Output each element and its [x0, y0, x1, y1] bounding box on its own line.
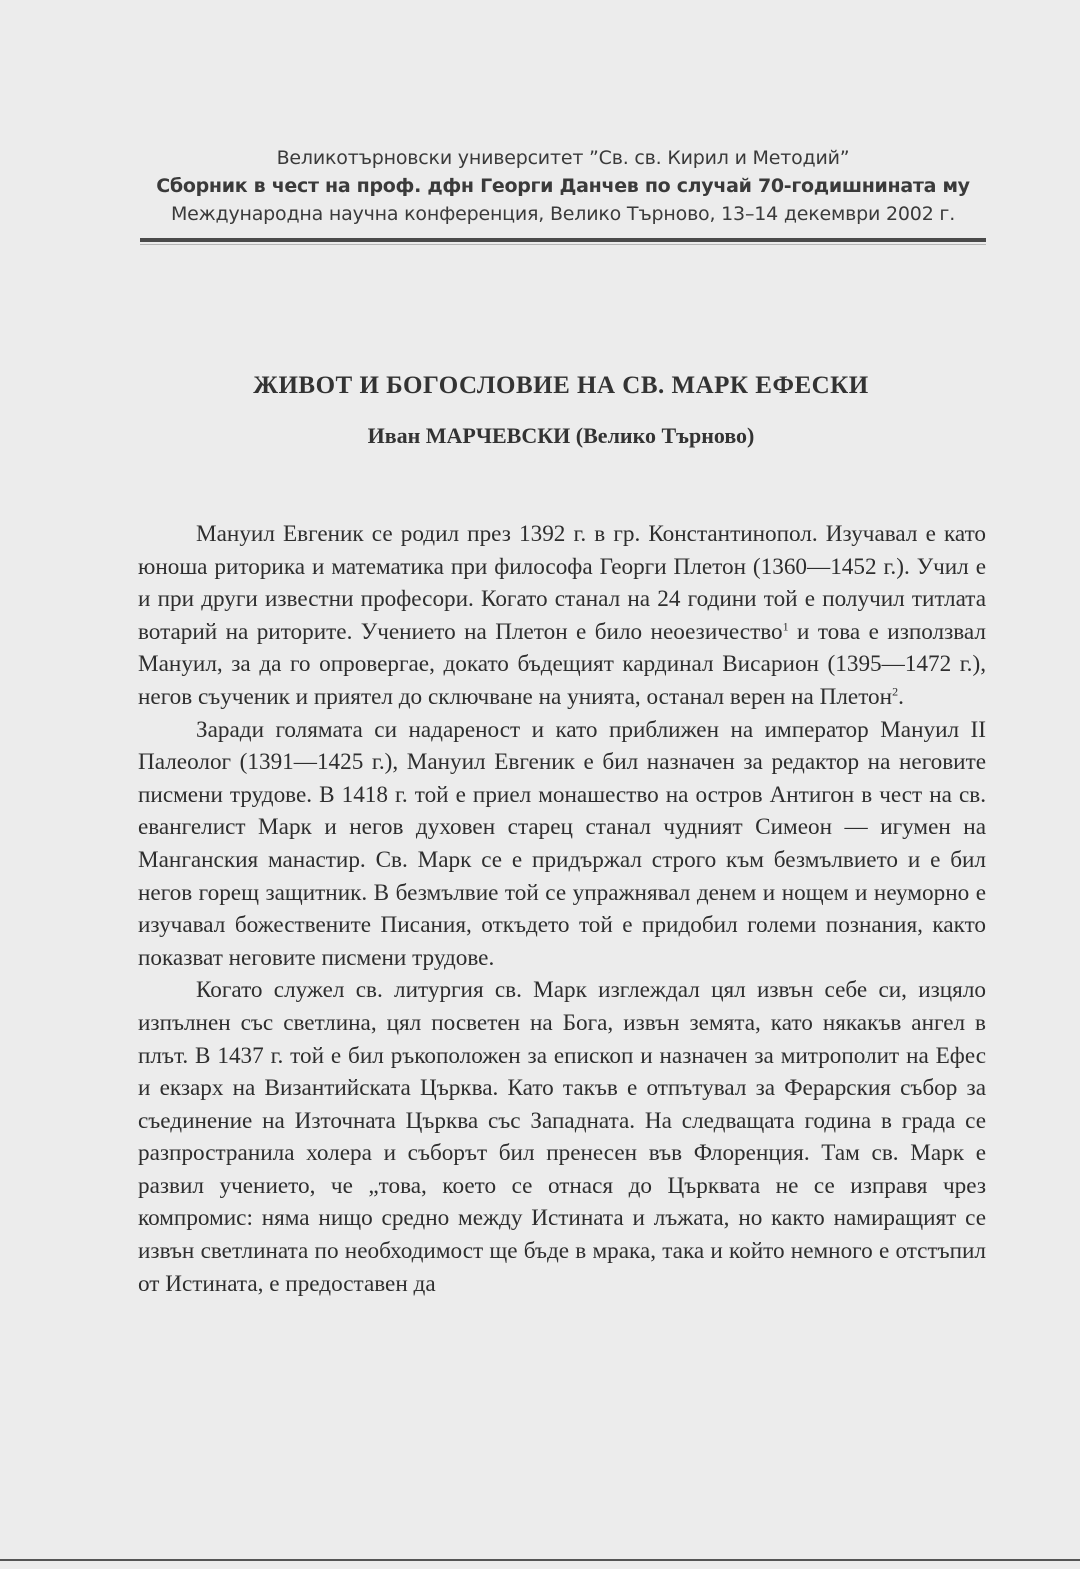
article-title: ЖИВОТ И БОГОСЛОВИЕ НА СВ. МАРК ЕФЕСКИ: [253, 372, 869, 399]
header-institution: Великотърновски университет ”Св. св. Кирил и Методий”: [276, 147, 850, 169]
footnote-ref-1[interactable]: 1: [782, 619, 789, 634]
header-collection: Сборник в чест на проф. дфн Георги Данчев по случай 70-годишнината му: [156, 175, 970, 197]
header-conference: Международна научна конференция, Велико Търново, 13–14 декември 2002 г.: [170, 203, 956, 225]
article-author: Иван МАРЧЕВСКИ (Велико Търново): [367, 423, 755, 448]
paragraph-1-text-end: .: [898, 683, 904, 710]
header-divider-thin: [140, 244, 986, 245]
header-divider: [140, 238, 986, 242]
paragraph-2: Заради голямата си надареност и като приближен на император Мануил II Палеолог (1391—1425 г.), Мануил Евгеник е бил назначен за редактор на неговите писмени трудове. В 1418 г. той е приел монашество на остров Антигон в чест на св. евангелист Марк и негов духовен старец станал чудният Симеон — игумен на Манганския манастир. Св. Марк се е придържал строго към безмълвието и е бил негов горещ защитник. В безмълвие той се упражнявал денем и нощем и неуморно е изучавал божествените Писания, откъдето той е придобил големи познания, както показват неговите писмени трудове.: [138, 716, 986, 971]
paragraph-1: [138, 518, 986, 714]
paragraph-3: Когато служел св. литургия св. Марк изглеждал цял извън себе си, изцяло изпълнен със светлина, цял посветен на Бога, извън земята, като някакъв ангел в плът. В 1437 г. той е бил ръкоположен за епископ и назначен за митрополит на Ефес и екзарх на Византийската Църква. Като такъв е отпътувал за Ферарския събор за съединение на Източната Църква със Западната. На следващата година в града се разпространила холера и съборът бил пренесен във Флоренция. Там св. Марк е развил учението, че „това, което се отнася до Църквата не се изправя чрез компромис: няма нищо средно между Истината и лъжата, но както намиращият се извън светлината по необходимост ще бъде в мрака, така и който немного е отстъпил от Истината, е предоставен да: [138, 977, 986, 1297]
footnote-ref-2[interactable]: 2: [892, 684, 899, 699]
page-bottom-edge: [0, 1559, 1080, 1561]
paragraph-1-text-a: Мануил Евгеник се родил през 1392 г. в гр. Константинопол. Изучавал е като юноша риторика и математика при философа Георги Плетон (1360—1452 г.). Учил е и при други известни професори. Когато станал на 24 години той е получил титлата вотарий на риторите. Учението на Плетон е било неоезичество: [138, 521, 986, 645]
paragraph-1-text-b: и това е използвал Мануил, за да го опровергае, докато бъдещият кардинал Висарион (1395—1472 г.), негов съученик и приятел до сключване на унията, останал верен на Плетон: [138, 618, 986, 710]
article-body: [138, 518, 986, 1300]
running-header: [138, 144, 988, 228]
